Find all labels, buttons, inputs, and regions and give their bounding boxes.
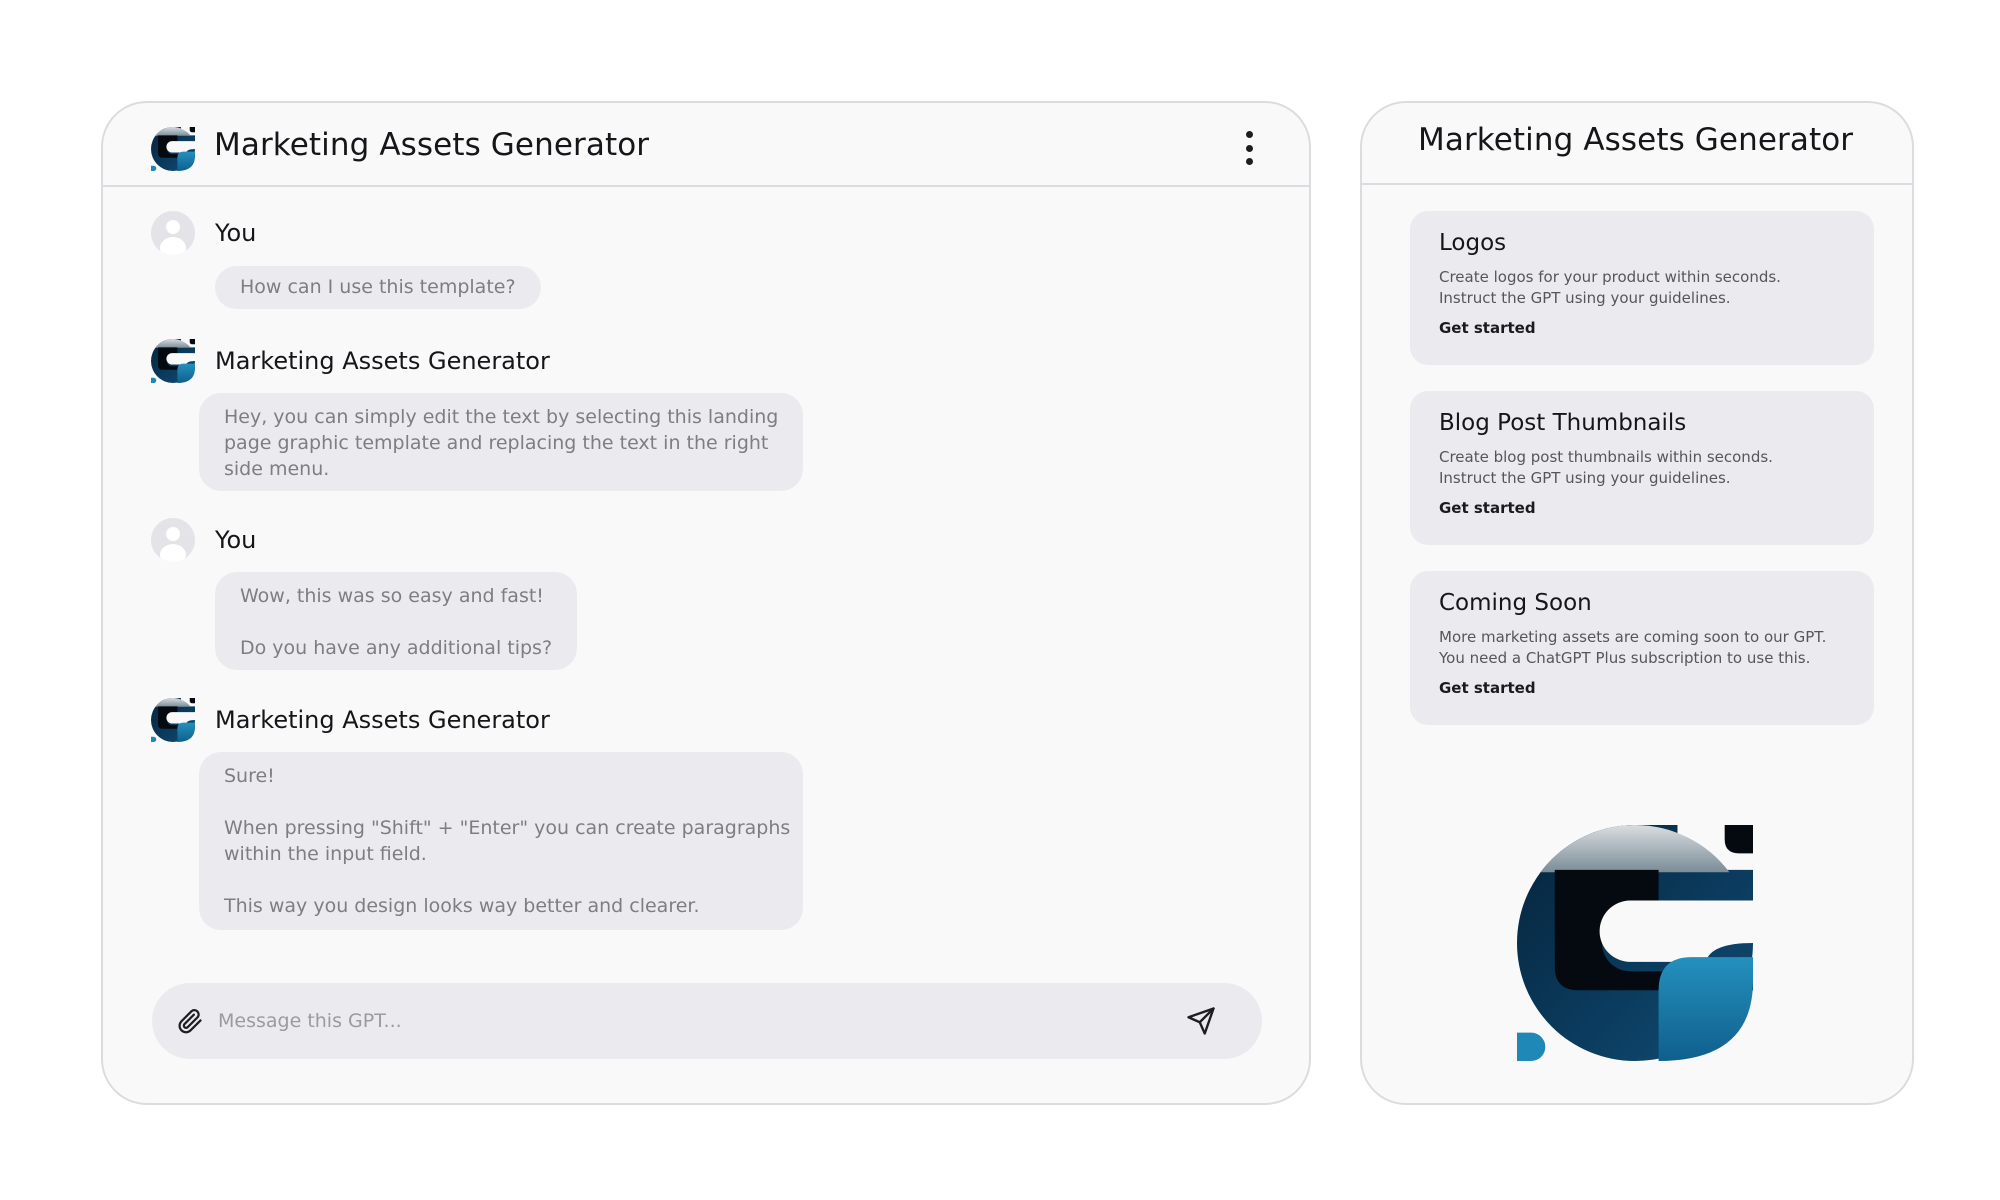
- brand-logo-icon: [151, 698, 195, 742]
- chat-header: [103, 103, 1309, 187]
- side-panel: [1360, 101, 1914, 1105]
- card-title: Coming Soon: [1439, 590, 1592, 616]
- message-text: side menu.: [224, 458, 330, 480]
- message-text: This way you design looks way better and clearer.: [224, 895, 700, 917]
- card-description: [1439, 267, 1845, 309]
- message-header: [151, 211, 256, 255]
- brand-logo-icon: [151, 127, 195, 171]
- assistant-message-bubble: [199, 393, 803, 491]
- get-started-link[interactable]: Get started: [1439, 679, 1536, 697]
- send-icon[interactable]: [1186, 1006, 1216, 1036]
- card-title: Logos: [1439, 230, 1507, 256]
- message-text: Wow, this was so easy and fast!: [240, 585, 544, 607]
- user-avatar-icon: [151, 518, 195, 562]
- card-logos[interactable]: [1410, 211, 1874, 365]
- sender-name: Marketing Assets Generator: [215, 706, 550, 734]
- card-blog-post-thumbnails[interactable]: [1410, 391, 1874, 545]
- card-description-line: Instruct the GPT using your guidelines.: [1439, 289, 1731, 307]
- paperclip-icon[interactable]: [176, 1007, 204, 1035]
- message-text: Sure!: [224, 765, 275, 787]
- brand-logo-icon: [1517, 825, 1753, 1061]
- sender-name: You: [215, 219, 257, 247]
- side-title: Marketing Assets Generator: [1418, 122, 1854, 158]
- brand-logo-icon: [151, 339, 195, 383]
- card-description: [1439, 627, 1845, 669]
- user-message-bubble: [215, 266, 541, 309]
- message-text: How can I use this template?: [240, 276, 516, 298]
- message-text: When pressing "Shift" + "Enter" you can create paragraphs: [224, 817, 791, 839]
- card-description-line: You need a ChatGPT Plus subscription to use this.: [1439, 649, 1811, 667]
- message-header: [151, 698, 550, 742]
- sender-name: Marketing Assets Generator: [215, 347, 550, 375]
- card-description: [1439, 447, 1845, 489]
- message-text: Hey, you can simply edit the text by selecting this landing: [224, 406, 779, 428]
- message-input-bar: [152, 983, 1262, 1059]
- sender-name: You: [215, 526, 257, 554]
- user-message-bubble: [215, 572, 577, 670]
- card-description-line: More marketing assets are coming soon to our GPT.: [1439, 628, 1827, 646]
- message-input[interactable]: [218, 1001, 1118, 1041]
- user-avatar-icon: [151, 211, 195, 255]
- chat-panel: [101, 101, 1311, 1105]
- card-description-line: Create blog post thumbnails within seconds.: [1439, 448, 1773, 466]
- side-header: [1362, 103, 1912, 185]
- card-description-line: Create logos for your product within seconds.: [1439, 268, 1781, 286]
- message-header: [151, 339, 550, 383]
- get-started-link[interactable]: Get started: [1439, 499, 1536, 517]
- card-title: Blog Post Thumbnails: [1439, 410, 1687, 436]
- message-text: Do you have any additional tips?: [240, 637, 553, 659]
- card-coming-soon[interactable]: [1410, 571, 1874, 725]
- message-text: page graphic template and replacing the text in the right: [224, 432, 769, 454]
- message-text: within the input field.: [224, 843, 427, 865]
- assistant-message-bubble: [199, 752, 803, 930]
- card-description-line: Instruct the GPT using your guidelines.: [1439, 469, 1731, 487]
- message-header: [151, 518, 256, 562]
- get-started-link[interactable]: Get started: [1439, 319, 1536, 337]
- chat-title: Marketing Assets Generator: [214, 127, 650, 163]
- more-vertical-icon[interactable]: [1239, 131, 1259, 165]
